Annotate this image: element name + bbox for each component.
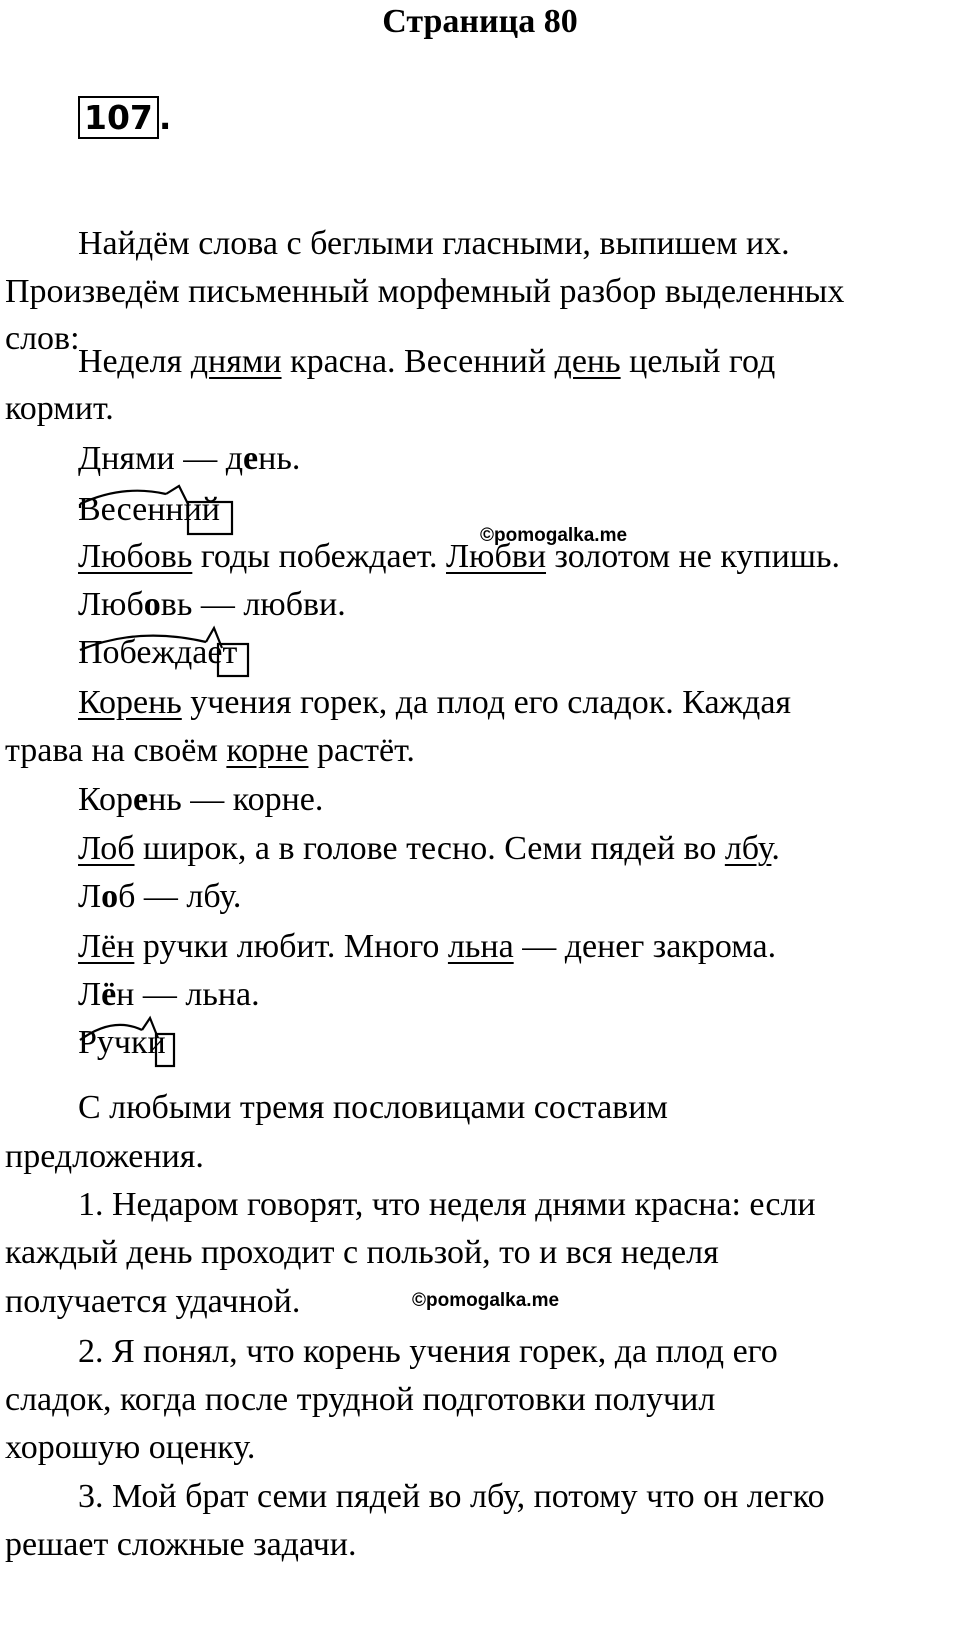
proverb-3-continued: трава на своём корне растёт. xyxy=(5,732,415,769)
proverb-2: Любовь годы побеждает. Любви золотом не купишь. xyxy=(78,538,840,575)
highlighted-word: корне xyxy=(226,732,309,769)
comparison-2: Любовь — любви. xyxy=(78,586,346,623)
example-1-line-2: каждый день проходит с пользой, то и вся неделя xyxy=(5,1234,719,1271)
highlighted-word: лбу xyxy=(724,830,772,867)
example-2-line-3: хорошую оценку. xyxy=(5,1429,256,1466)
watermark: ©pomogalka.me xyxy=(480,525,628,546)
exercise-number xyxy=(78,100,171,136)
example-1-line-1: 1. Недаром говорят, что неделя днями красна: если xyxy=(78,1186,816,1223)
proverb-1-continued: кормит. xyxy=(5,390,114,427)
highlighted-word: днями xyxy=(190,343,282,380)
highlighted-word: Лоб xyxy=(78,830,135,867)
task-line-2: предложения. xyxy=(5,1138,204,1175)
highlighted-word: день xyxy=(554,343,621,380)
task-line-1: С любыми тремя пословицами составим xyxy=(78,1089,668,1126)
example-3-line-1: 3. Мой брат семи пядей во лбу, потому что он легко xyxy=(78,1478,825,1515)
proverb-4: Лоб широк, а в голове тесно. Семи пядей во лбу. xyxy=(78,830,780,867)
morpheme-word: Побеждает xyxy=(78,634,238,671)
proverb-1: Неделя днями красна. Весенний день целый год xyxy=(78,343,776,380)
morpheme-word: Весенний xyxy=(78,491,220,528)
morpheme-word: Ручки xyxy=(78,1024,166,1061)
example-2-line-1: 2. Я понял, что корень учения горек, да плод его xyxy=(78,1333,778,1370)
comparison-5: Лён — льна. xyxy=(78,976,260,1013)
example-2-line-2: сладок, когда после трудной подготовки получил xyxy=(5,1381,716,1418)
intro-line-1: Найдём слова с беглыми гласными, выпишем их. xyxy=(78,225,790,262)
intro-line-2: Произведём письменный морфемный разбор выделенных xyxy=(5,273,845,310)
watermark: ©pomogalka.me xyxy=(412,1290,560,1311)
comparison-4: Лоб — лбу. xyxy=(78,878,242,915)
highlighted-word: льна xyxy=(447,928,514,965)
example-1-line-3: получается удачной. xyxy=(5,1283,301,1320)
highlighted-word: Корень xyxy=(78,684,182,721)
proverb-5: Лён ручки любит. Много льна — денег закрома. xyxy=(78,928,777,965)
intro-line-3: слов: xyxy=(5,320,80,357)
page-title: Страница 80 xyxy=(382,3,578,40)
highlighted-word: Любовь xyxy=(78,538,193,575)
example-3-line-2: решает сложные задачи. xyxy=(5,1526,357,1563)
comparison-1: Днями — день. xyxy=(78,440,301,477)
highlighted-word: Любви xyxy=(446,538,547,575)
proverb-3: Корень учения горек, да плод его сладок. Каждая xyxy=(78,684,792,721)
highlighted-word: Лён xyxy=(78,928,135,965)
comparison-3: Корень — корне. xyxy=(78,781,324,818)
exercise-number-dot: . xyxy=(158,98,172,137)
exercise-number-box: 107 xyxy=(78,96,159,139)
